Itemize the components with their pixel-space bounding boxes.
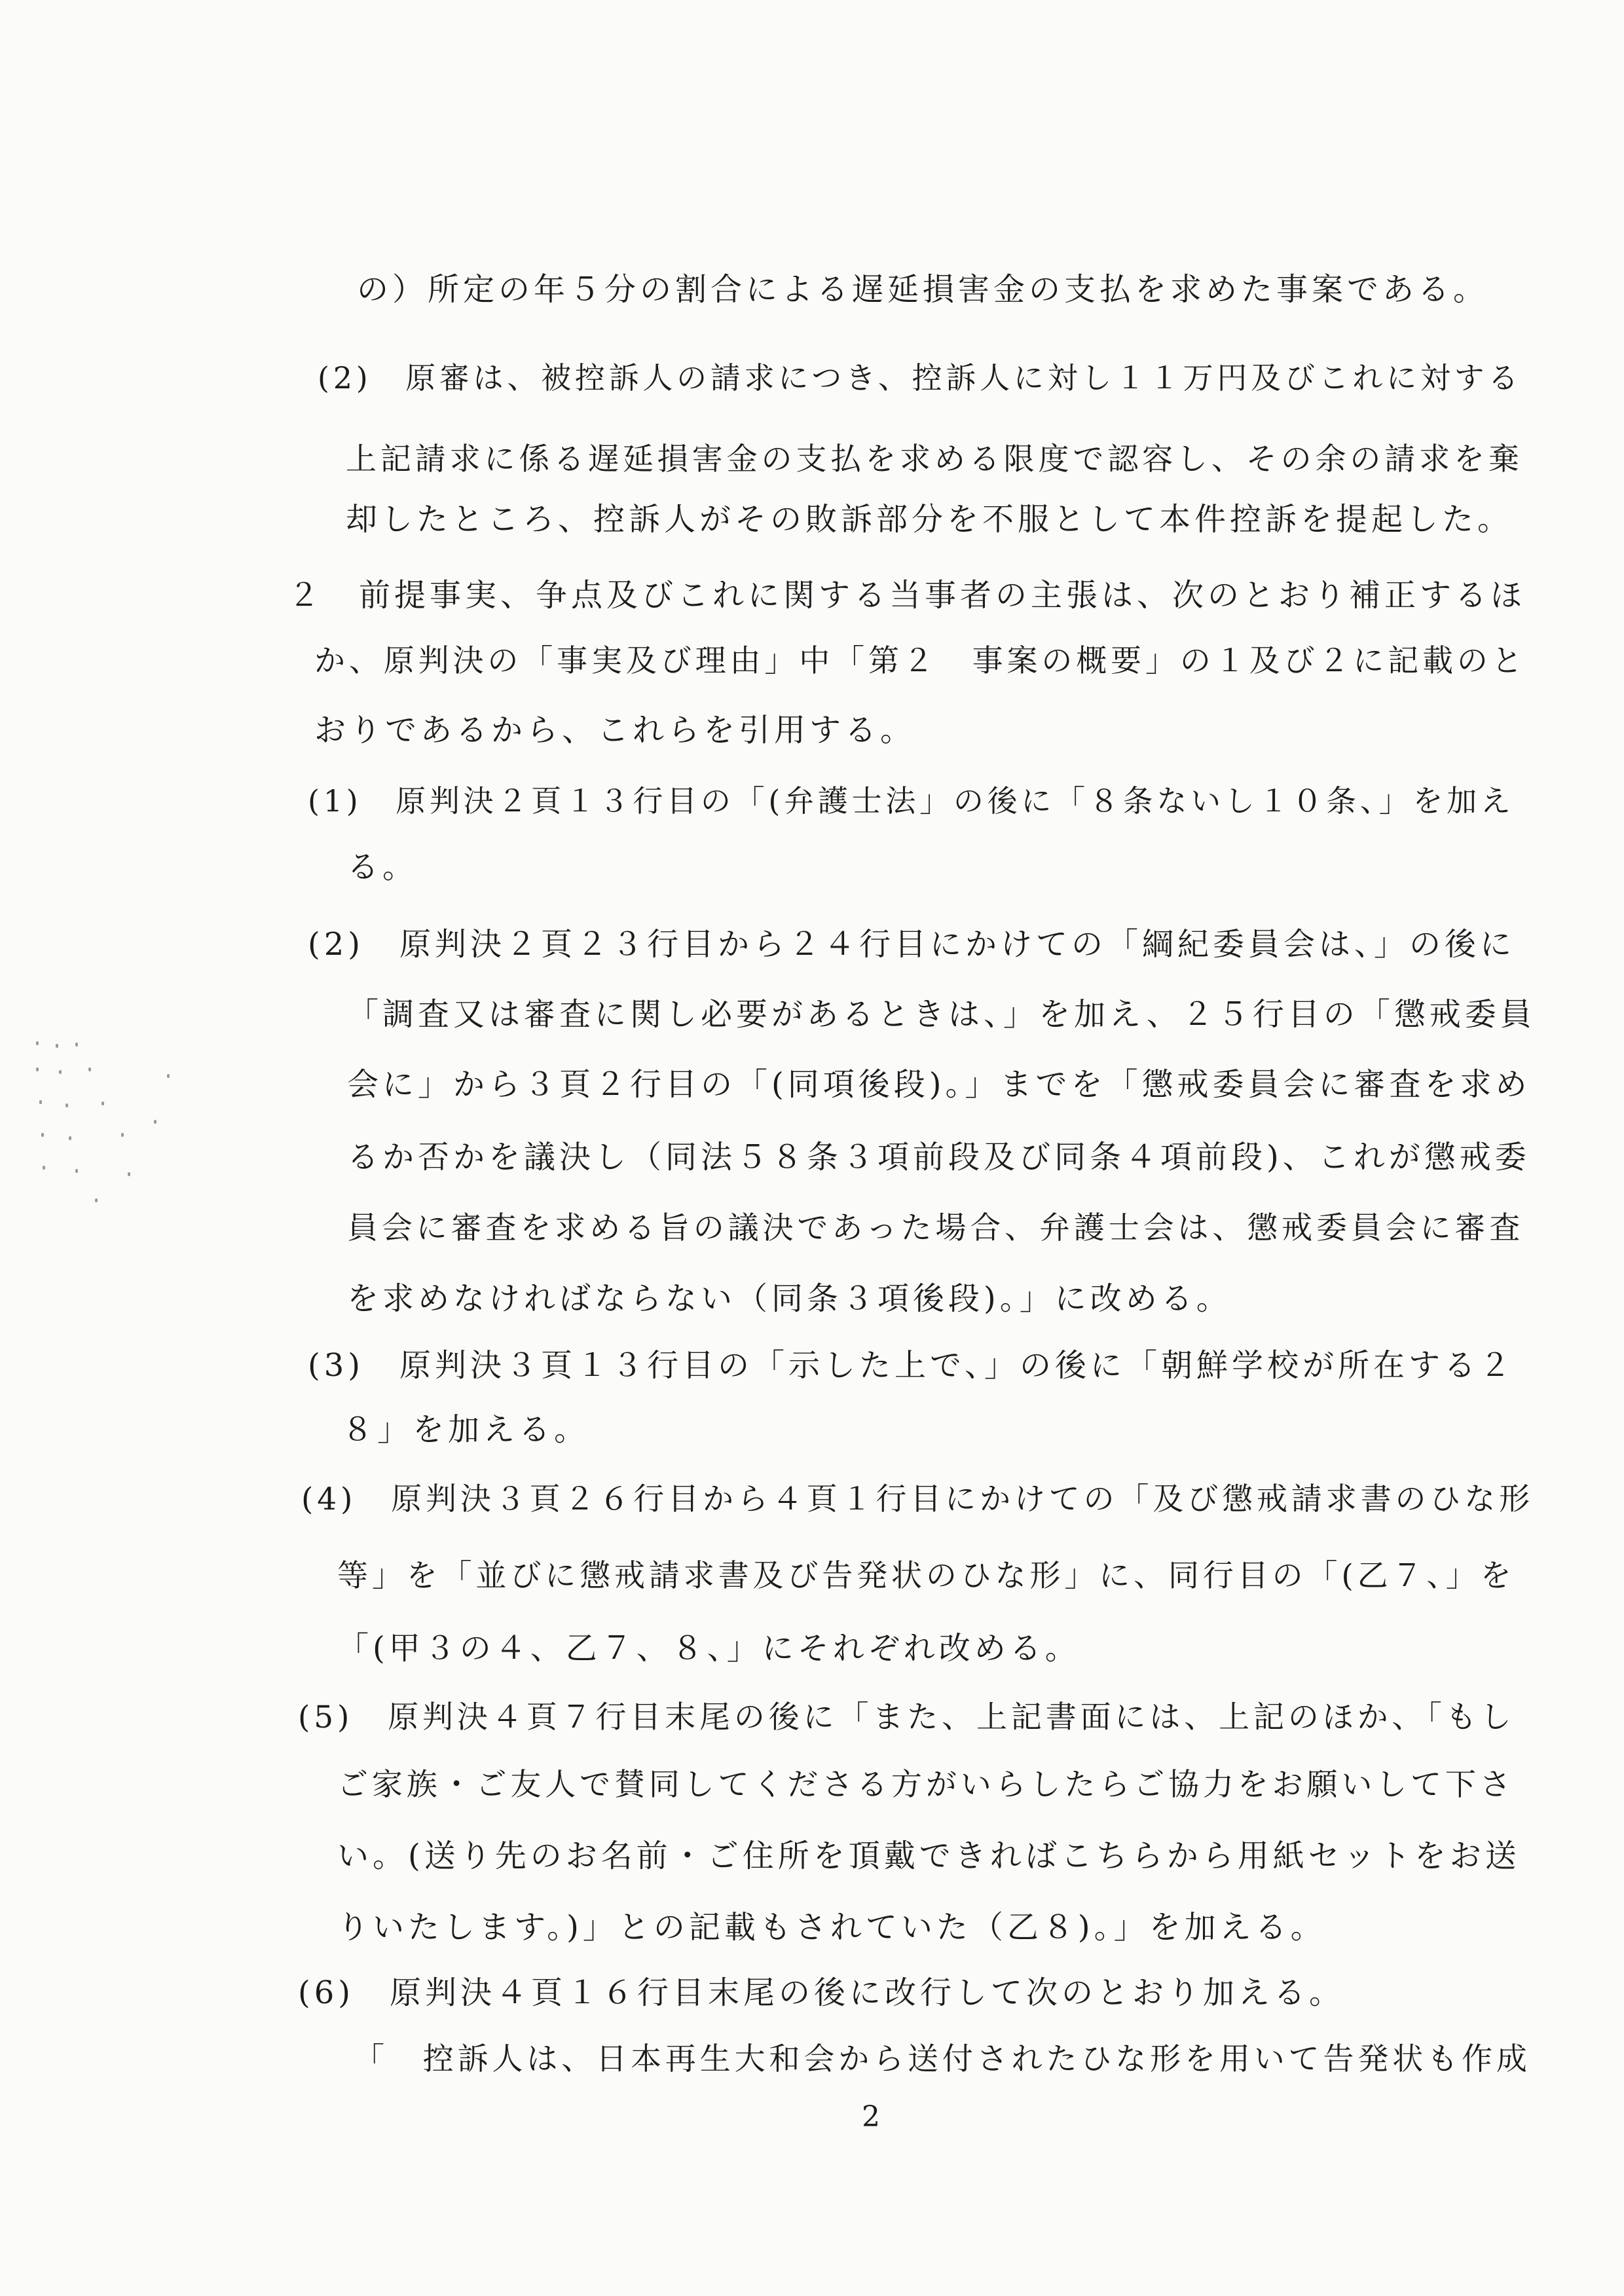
text-line: い。(送り先のお名前・ご住所を頂戴できればこちらから用紙セットをお送 <box>337 1838 1521 1874</box>
text-line: 会に」から３頁２行目の「(同項後段)。」までを「懲戒委員会に審査を求め <box>347 1066 1531 1103</box>
text-line: (2) 原審は、被控訴人の請求につき、控訴人に対し１１万円及びこれに対する <box>318 360 1522 396</box>
page-number: 2 <box>862 2100 880 2134</box>
text-line: ２ 前提事実、争点及びこれに関する当事者の主張は、次のとおり補正するほ <box>288 577 1526 614</box>
text-line: る。 <box>347 849 418 885</box>
text-line: (4) 原判決３頁２６行目から４頁１行目にかけての「及び懲戒請求書のひな形 <box>301 1481 1534 1517</box>
scan-specks <box>36 1041 200 1238</box>
text-line: 上記請求に係る遅延損害金の支払を求める限度で認容し、その余の請求を棄 <box>346 441 1523 477</box>
text-line: 員会に審査を求める旨の議決であった場合、弁護士会は、懲戒委員会に審査 <box>347 1210 1524 1246</box>
text-line: おりであるから、これらを引用する。 <box>314 712 916 749</box>
text-line: (5) 原判決４頁７行目末尾の後に「また、上記書面には、上記のほか、「もし <box>298 1699 1515 1735</box>
text-line: 等」を「並びに懲戒請求書及び告発状のひな形」に、同行目の「(乙７、」を <box>337 1558 1515 1594</box>
text-line: 「 控訴人は、日本再生大和会から送付されたひな形を用いて告発状も作成 <box>354 2041 1531 2077</box>
text-line: ８」を加える。 <box>342 1411 590 1448</box>
text-line: 「(甲３の４、乙７、８、」にそれぞれ改める。 <box>337 1630 1080 1667</box>
text-line: の）所定の年５分の割合による遅延損害金の支払を求めた事案である。 <box>357 271 1489 308</box>
text-line: ご家族・ご友人で賛同してくださる方がいらしたらご協力をお願いして下さ <box>337 1767 1515 1803</box>
text-line: (3) 原判決３頁１３行目の「示した上で、」の後に「朝鮮学校が所在する２ <box>308 1347 1515 1384</box>
text-line: 「調査又は審査に関し必要があるときは、」を加え、２５行目の「懲戒委員 <box>347 996 1536 1033</box>
text-line: (1) 原判決２頁１３行目の「(弁護士法」の後に「８条ないし１０条、」を加え <box>308 783 1515 819</box>
text-line: るか否かを議決し（同法５８条３項前段及び同条４項前段)、これが懲戒委 <box>347 1139 1530 1176</box>
text-line: りいたします。)」との記載もされていた（乙８)。」を加える。 <box>337 1909 1326 1946</box>
text-line: か、原判決の「事実及び理由」中「第２ 事案の概要」の１及び２に記載のと <box>314 643 1526 679</box>
text-line: 却したところ、控訴人がその敗訴部分を不服として本件控訴を提起した。 <box>346 501 1513 538</box>
text-line: を求めなければならない（同条３項後段)。」に改める。 <box>347 1280 1232 1317</box>
text-line: (2) 原判決２頁２３行目から２４行目にかけての「綱紀委員会は、」の後に <box>308 926 1515 963</box>
text-line: (6) 原判決４頁１６行目末尾の後に改行して次のとおり加える。 <box>298 1974 1344 2011</box>
